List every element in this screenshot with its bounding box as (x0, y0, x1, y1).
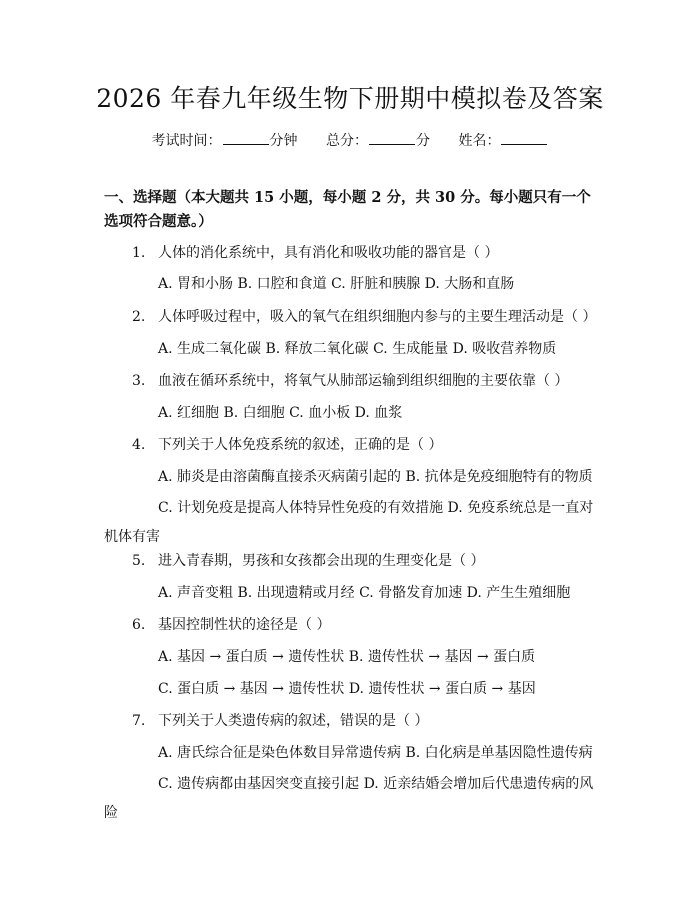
question-stem: 血液在循环系统中，将氧气从肺部运输到组织细胞的主要依靠（ ） (158, 373, 569, 389)
question-5-options: A. 声音变粗 B. 出现遗精或月经 C. 骨骼发育加速 D. 产生生殖细胞 (158, 585, 571, 601)
question-number: 7. (132, 713, 146, 729)
question-number: 4. (132, 437, 146, 453)
exam-meta (0, 130, 700, 152)
time-blank[interactable] (223, 130, 269, 145)
question-number: 3. (132, 373, 146, 389)
score-field (326, 133, 430, 149)
question-number: 2. (132, 309, 146, 325)
question-6 (132, 614, 330, 636)
question-number: 6. (132, 617, 146, 633)
question-stem: 人体的消化系统中，具有消化和吸收功能的器官是（ ） (158, 245, 499, 261)
page-title: 2026 年春九年级生物下册期中模拟卷及答案 (96, 84, 604, 113)
question-3-options: A. 红细胞 B. 白细胞 C. 血小板 D. 血浆 (158, 405, 403, 421)
question-number: 5. (132, 553, 146, 569)
question-stem: 下列关于人类遗传病的叙述，错误的是（ ） (158, 713, 429, 729)
question-4-options-cd: C. 计划免疫是提高人体特异性免疫的有效措施 D. 免疫系统总是一直对机体有害 (104, 500, 594, 545)
question-number: 1. (132, 245, 146, 261)
name-blank[interactable] (501, 130, 547, 145)
question-7 (132, 710, 428, 732)
question-stem: 进入青春期，男孩和女孩都会出现的生理变化是（ ） (158, 553, 485, 569)
question-4-options-ab: A. 肺炎是由溶菌酶直接杀灭病菌引起的 B. 抗体是免疫细胞特有的物质 (158, 469, 593, 485)
section-heading: 一、选择题（本大题共 15 小题，每小题 2 分，共 30 分。每小题只有一个选项符合题意。） (104, 189, 591, 230)
name-label: 姓名： (458, 133, 501, 149)
time-label: 考试时间： (151, 133, 222, 149)
question-7-options-ab: A. 唐氏综合征是染色体数目异常遗传病 B. 白化病是单基因隐性遗传病 (158, 745, 593, 761)
question-2 (132, 306, 596, 328)
question-stem: 人体呼吸过程中，吸入的氧气在组织细胞内参与的主要生理活动是（ ） (158, 309, 597, 325)
question-4 (132, 434, 442, 456)
question-3 (132, 370, 568, 392)
question-1 (132, 242, 498, 264)
question-7-options-cd: C. 遗传病都由基因突变直接引起 D. 近亲结婚会增加后代患遗传病的风险 (104, 776, 594, 821)
time-field (152, 133, 298, 149)
score-unit: 分 (416, 133, 430, 149)
question-6-options-ab: A. 基因 → 蛋白质 → 遗传性状 B. 遗传性状 → 基因 → 蛋白质 (158, 649, 536, 665)
question-stem: 下列关于人体免疫系统的叙述，正确的是（ ） (158, 437, 443, 453)
question-6-options-cd: C. 蛋白质 → 基因 → 遗传性状 D. 遗传性状 → 蛋白质 → 基因 (158, 681, 536, 697)
name-field (458, 133, 548, 149)
question-5 (132, 550, 484, 572)
question-1-options: A. 胃和小肠 B. 口腔和食道 C. 肝脏和胰腺 D. 大肠和直肠 (158, 276, 515, 292)
question-2-options: A. 生成二氧化碳 B. 释放二氧化碳 C. 生成能量 D. 吸收营养物质 (158, 341, 557, 357)
score-label: 总分： (326, 133, 368, 149)
question-stem: 基因控制性状的途径是（ ） (158, 617, 331, 633)
score-blank[interactable] (369, 130, 415, 145)
time-unit: 分钟 (269, 133, 298, 149)
